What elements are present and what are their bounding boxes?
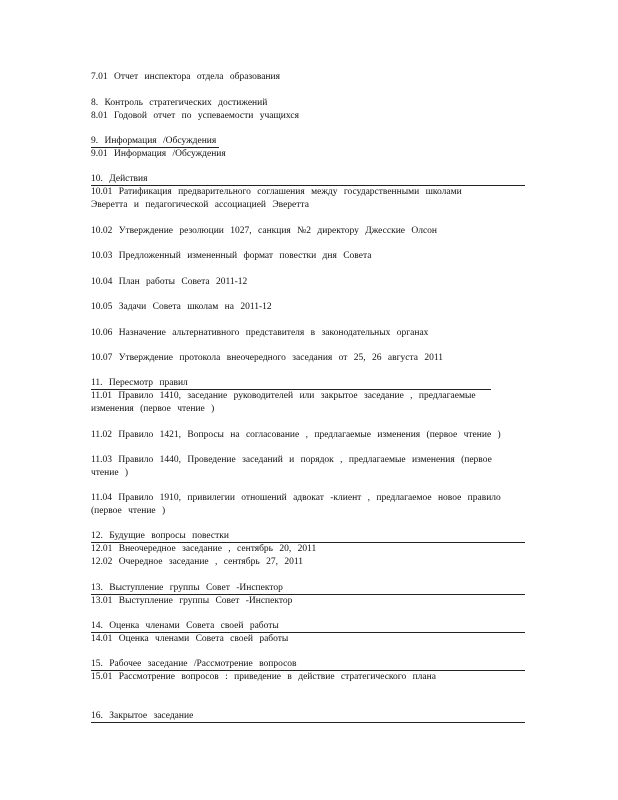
item-11-03-line1: 11.03 Правило 1440, Проведение заседаний и порядок , предлагаемые изменения (первое: [91, 455, 492, 465]
item-12-02: 12.02 Очередное заседание , сентябрь 27, 2011: [91, 557, 303, 567]
section-16-rule: [91, 722, 525, 723]
item-11-02: 11.02 Правило 1421, Вопросы на согласование , предлагаемые изменения (первое чтение ): [91, 430, 501, 440]
item-11-03-line2: чтение ): [91, 468, 129, 478]
section-10-heading: 10. Действия: [91, 174, 148, 184]
item-11-04-line1: 11.04 Правило 1910, привилегии отношений адвокат -клиент , предлагаемое новое правило: [91, 493, 501, 503]
item-11-04-line2: (первое чтение ): [91, 506, 166, 516]
section-14-heading: 14. Оценка членами Совета своей работы: [91, 621, 279, 631]
item-13-01: 13.01 Выступление группы Совет -Инспектор: [91, 596, 293, 606]
item-10-06: 10.06 Назначение альтернативного представителя в законодательных органах: [91, 328, 429, 338]
item-10-03: 10.03 Предложенный измененный формат повестки дня Совета: [91, 251, 372, 261]
item-10-05: 10.05 Задачи Совета школам на 2011-12: [91, 302, 272, 312]
section-12-rule: [91, 542, 525, 543]
item-9-01: 9.01 Информация /Обсуждения: [91, 149, 226, 159]
item-10-02: 10.02 Утверждение резолюции 1027, санкция №2 директору Джесские Олсон: [91, 226, 438, 236]
item-14-01: 14.01 Оценка членами Совета своей работы: [91, 634, 289, 644]
section-11-heading: 11. Пересмотр правил: [91, 378, 188, 388]
item-8-01: 8.01 Годовой отчет по успеваемости учащихся: [91, 111, 299, 121]
section-16-heading: 16. Закрытое заседание: [91, 711, 194, 721]
item-10-01-line1: 10.01 Ратификация предварительного соглашения между государственными школами: [91, 187, 462, 197]
section-8-heading: 8. Контроль стратегических достижений: [91, 98, 268, 108]
item-10-04: 10.04 План работы Совета 2011-12: [91, 277, 248, 287]
item-7-01: 7.01 Отчет инспектора отдела образования: [91, 72, 280, 82]
item-10-07: 10.07 Утверждение протокола внеочередного заседания от 25, 26 августа 2011: [91, 353, 444, 363]
item-10-01-line2: Эверетта и педагогической ассоциацией Эверетта: [91, 200, 309, 210]
section-10-rule: [91, 185, 525, 186]
section-12-heading: 12. Будущие вопросы повестки: [91, 531, 229, 541]
section-14-rule: [91, 632, 525, 633]
item-11-01-line1: 11.01 Правило 1410, заседание руководителей или закрытое заседание , предлагаемые: [91, 391, 476, 401]
section-13-rule: [91, 594, 525, 595]
item-12-01: 12.01 Внеочередное заседание , сентябрь 20, 2011: [91, 544, 317, 554]
section-9-heading: 9. Информация /Обсуждения: [91, 136, 217, 146]
section-13-heading: 13. Выступление группы Совет -Инспектор: [91, 583, 283, 593]
section-15-rule: [91, 670, 525, 671]
item-11-01-line2: изменения (первое чтение ): [91, 404, 215, 414]
item-15-01: 15.01 Рассмотрение вопросов : приведение в действие стратегического плана: [91, 672, 436, 682]
section-9-rule: [91, 147, 219, 148]
section-15-heading: 15. Рабочее заседание /Рассмотрение вопросов: [91, 659, 297, 669]
section-11-rule: [91, 389, 491, 390]
